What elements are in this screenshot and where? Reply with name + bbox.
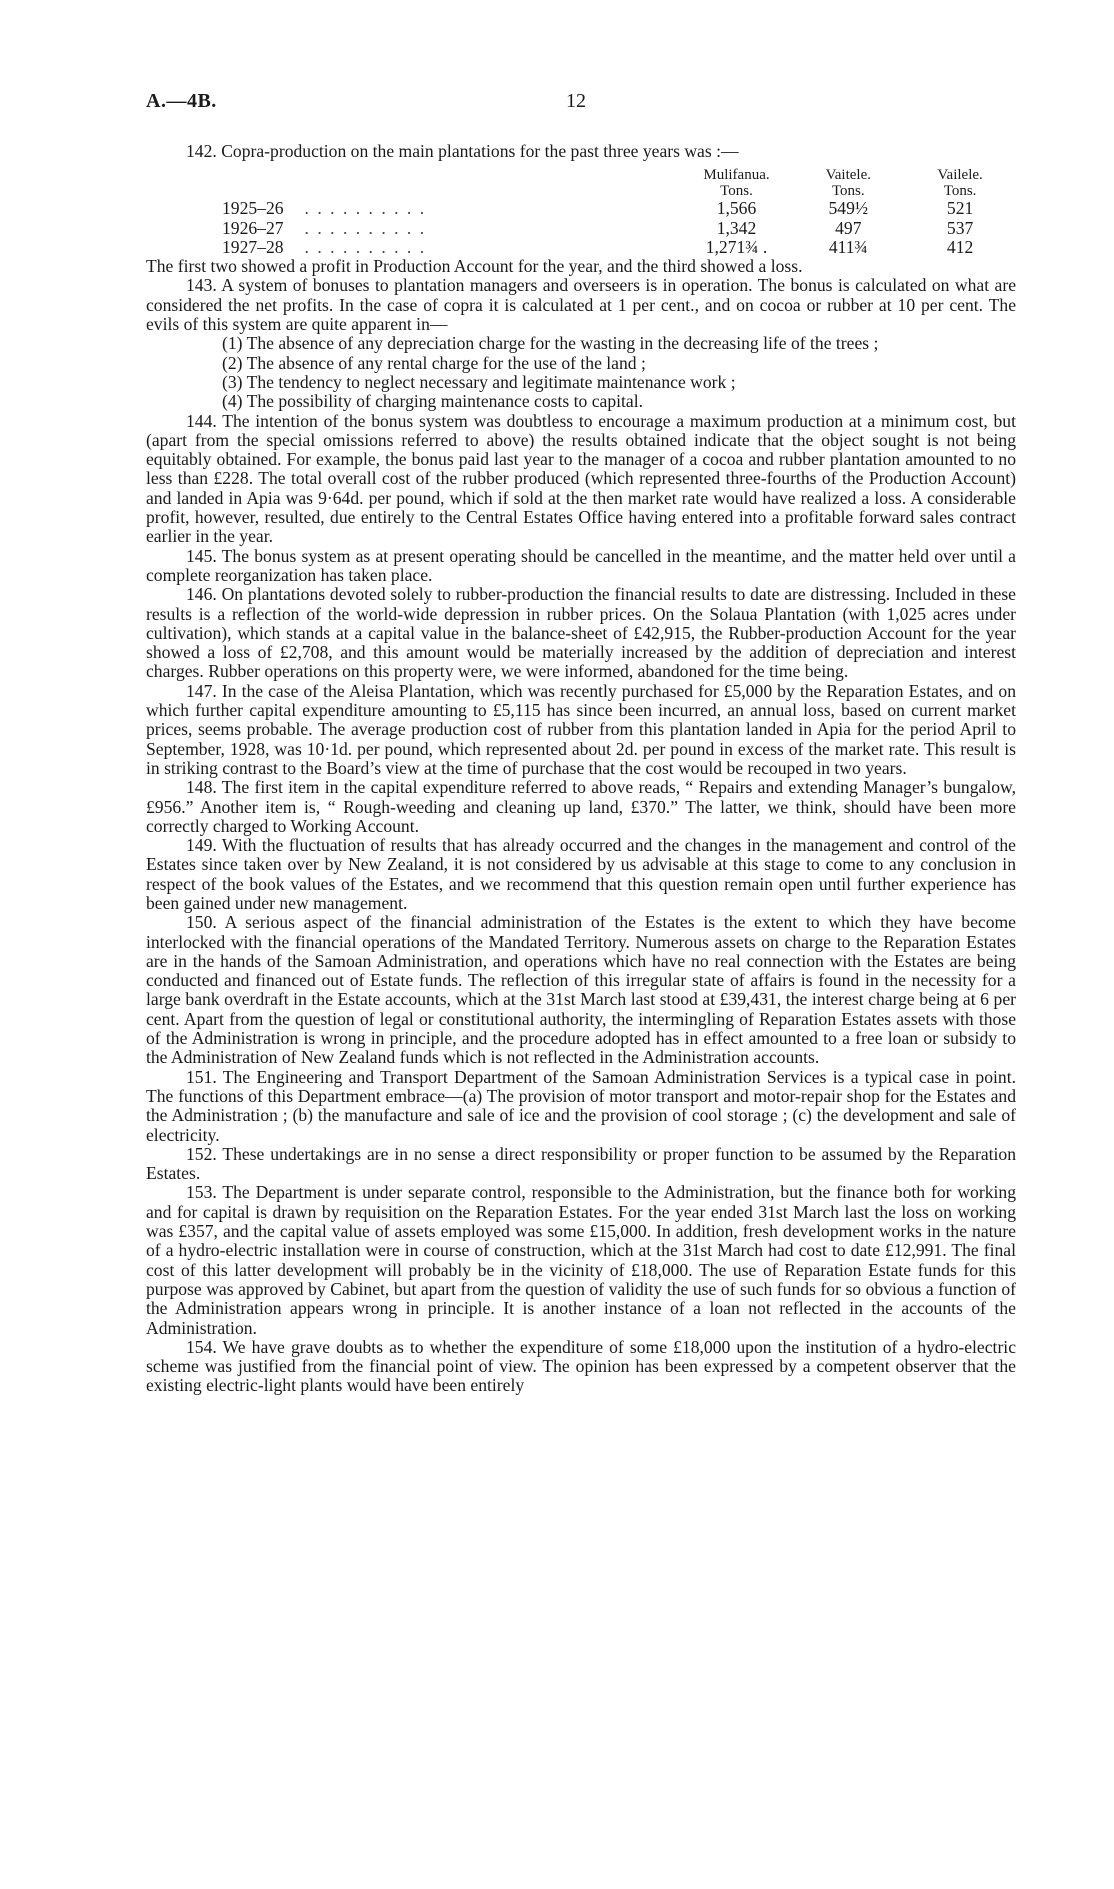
table-row xyxy=(146,199,1016,218)
cell-vaitele: 549½ xyxy=(828,198,869,219)
paragraph-153: 153. The Department is under separate control, responsible to the Administration, but the finance both for working and for capital is drawn by requisition on the Reparation Estates. For the year ended 31st March last the loss on working was £357, and the capital value of assets employed was some £15,000. In addition, fresh development works in the nature of a hydro-electric installation were in course of construction, which at the 31st March had cost to date £12,991. The final cost of this latter development will probably be in the vicinity of £18,000. The use of Reparation Estate funds for this purpose was approved by Cabinet, but apart from the question of validity the use of such funds for so obvious a function of the Administration appears wrong in principle. It is another instance of a loan not reflected in the accounts of the Administration. xyxy=(146,1182,1016,1338)
cell-vailele: 521 xyxy=(946,198,974,219)
paragraph-148: 148. The first item in the capital expenditure referred to above reads, “ Repairs and extending Manager’s bungalow, £956.” Another item is, “ Rough-weeding and cleaning up land, £370.” The latter, we think, should have been more correctly charged to Working Account. xyxy=(146,777,1016,836)
paragraph-146: 146. On plantations devoted solely to rubber-production the financial results to date are distressing. Included in these results is a reflection of the world-wide depression in rubber prices. On the Solaua Plantation (with 1,025 acres under cultivation), which stands at a capital value in the balance-sheet of £42,915, the Rubber-production Account for the year showed a loss of £2,708, and this amount would be materially increased by the addition of depreciation and interest charges. Rubber operations on this property were, we were informed, abandoned for the time being. xyxy=(146,584,1016,682)
leader-dots: . . . . . . . . . . xyxy=(304,217,427,238)
list-item: (1) The absence of any depreciation charge for the wasting in the decreasing life of the trees ; xyxy=(222,333,879,354)
column-header-vailele: Vailele. Tons. xyxy=(937,167,983,200)
column-header-vaitele: Vaitele. Tons. xyxy=(825,167,871,200)
row-year: 1927–28 xyxy=(222,236,284,257)
paragraph-149: 149. With the fluctuation of results that has already occurred and the changes in the management and control of the Estates since taken over by New Zealand, it is not considered by us advisable at this stage to come to any conclusion in respect of the book values of the Estates, and we recommend that this question remain open until further experience has been gained under new management. xyxy=(146,835,1016,913)
paragraph-144: 144. The intention of the bonus system was doubtless to encourage a maximum production at a minimum cost, but (apart from the special omissions referred to above) the results obtained indicate that the object sought is not being equitably obtained. For example, the bonus paid last year to the manager of a cocoa and rubber plantation amounted to no less than £228. The total overall cost of the rubber produced (which represented three-fourths of the Production Account) and landed in Apia was 9·64d. per pound, which if sold at the then market rate would have realized a loss. A considerable profit, however, resulted, due entirely to the Central Estates Office having entered into a profitable forward sales contract earlier in the year. xyxy=(146,410,1016,547)
row-year: 1926–27 xyxy=(222,217,284,238)
page-header xyxy=(146,92,992,116)
page-body xyxy=(146,142,1016,1396)
cell-mulifanua: 1,271¾ . xyxy=(705,236,768,257)
cell-vaitele: 411¾ xyxy=(828,236,868,257)
paragraph-151: 151. The Engineering and Transport Department of the Samoan Administration Services is a typical case in point. The functions of this Department embrace—(a) The provision of motor transport and motor-repair shop for the Estates and the Administration ; (b) the manufacture and sale of ice and the provision of cool storage ; (c) the development and sale of electricity. xyxy=(146,1066,1016,1145)
paragraph-147: 147. In the case of the Aleisa Plantation, which was recently purchased for £5,000 by the Reparation Estates, and on which further capital expenditure amounting to £5,115 has since been incurred, an annual loss, based on current market prices, seems probable. The average production cost of rubber from this plantation landed in Apia for the period April to September, 1928, was 10·1d. per pound, which represented about 2d. per pound in excess of the market rate. This result is in striking contrast to the Board’s view at the time of purchase that the cost would be recouped in two years. xyxy=(146,680,1016,778)
cell-vaitele: 497 xyxy=(835,217,862,238)
paragraph-142: 142. Copra-production on the main plantations for the past three years was :— xyxy=(186,141,739,161)
table-row xyxy=(146,238,1016,257)
row-year: 1925–26 xyxy=(222,198,284,219)
paragraph-152: 152. These undertakings are in no sense a direct responsibility or proper function to be assumed by the Reparation Estates. xyxy=(146,1143,1016,1184)
page-number: 12 xyxy=(566,90,586,112)
leader-dots: . . . . . . . . . . xyxy=(304,236,427,257)
cell-mulifanua: 1,566 xyxy=(716,198,757,219)
paragraph-145: 145. The bonus system as at present operating should be cancelled in the meantime, and the matter held over until a complete reorganization has taken place. xyxy=(146,545,1016,585)
table-header-row xyxy=(146,167,1016,199)
list-item: (4) The possibility of charging maintenance costs to capital. xyxy=(222,391,644,412)
list-item: (2) The absence of any rental charge for the use of the land ; xyxy=(222,352,646,373)
evils-list xyxy=(146,334,1016,411)
table-row xyxy=(146,219,1016,238)
leader-dots: . . . . . . . . . . xyxy=(304,198,427,219)
paragraph-154: 154. We have grave doubts as to whether the expenditure of some £18,000 upon the institution of a hydro-electric scheme was justified from the financial point of view. The opinion has been expressed by a competent observer that the existing electric-light plants would have been entirely xyxy=(146,1336,1016,1396)
table-summary-text: The first two showed a profit in Production Account for the year, and the third showed a loss. xyxy=(146,256,803,277)
copra-production-table xyxy=(146,167,1016,257)
cell-mulifanua: 1,342 xyxy=(716,217,757,238)
column-header-mulifanua: Mulifanua. Tons. xyxy=(703,167,770,200)
document-reference: A.—4B. xyxy=(146,90,217,112)
cell-vailele: 412 xyxy=(946,236,974,257)
paragraph-143: 143. A system of bonuses to plantation managers and overseers is in operation. The bonus is calculated on what are considered the net profits. In the case of copra it is calculated at 1 per cent., and on cocoa or rubber at 10 per cent. The evils of this system are quite apparent in— xyxy=(146,275,1016,335)
cell-vailele: 537 xyxy=(946,217,974,238)
list-item: (3) The tendency to neglect necessary and legitimate maintenance work ; xyxy=(222,371,736,392)
paragraph-150: 150. A serious aspect of the financial administration of the Estates is the extent to which they have become interlocked with the financial operations of the Mandated Territory. Numerous assets on charge to the Reparation Estates are in the hands of the Samoan Administration, and operations which have no real connection with the Estates are being conducted and financed out of Estate funds. The reflection of this irregular state of affairs is found in the necessity for a large bank overdraft in the Estate accounts, which at the 31st March last stood at £39,431, the interest charge being at 6 per cent. Apart from the question of legal or constitutional authority, the intermingling of Reparation Estates assets with those of the Administration is wrong in principle, and the procedure adopted has in effect amounted to a free loan or subsidy to the Administration of New Zealand funds which is not reflected in the Administration accounts. xyxy=(146,912,1016,1068)
